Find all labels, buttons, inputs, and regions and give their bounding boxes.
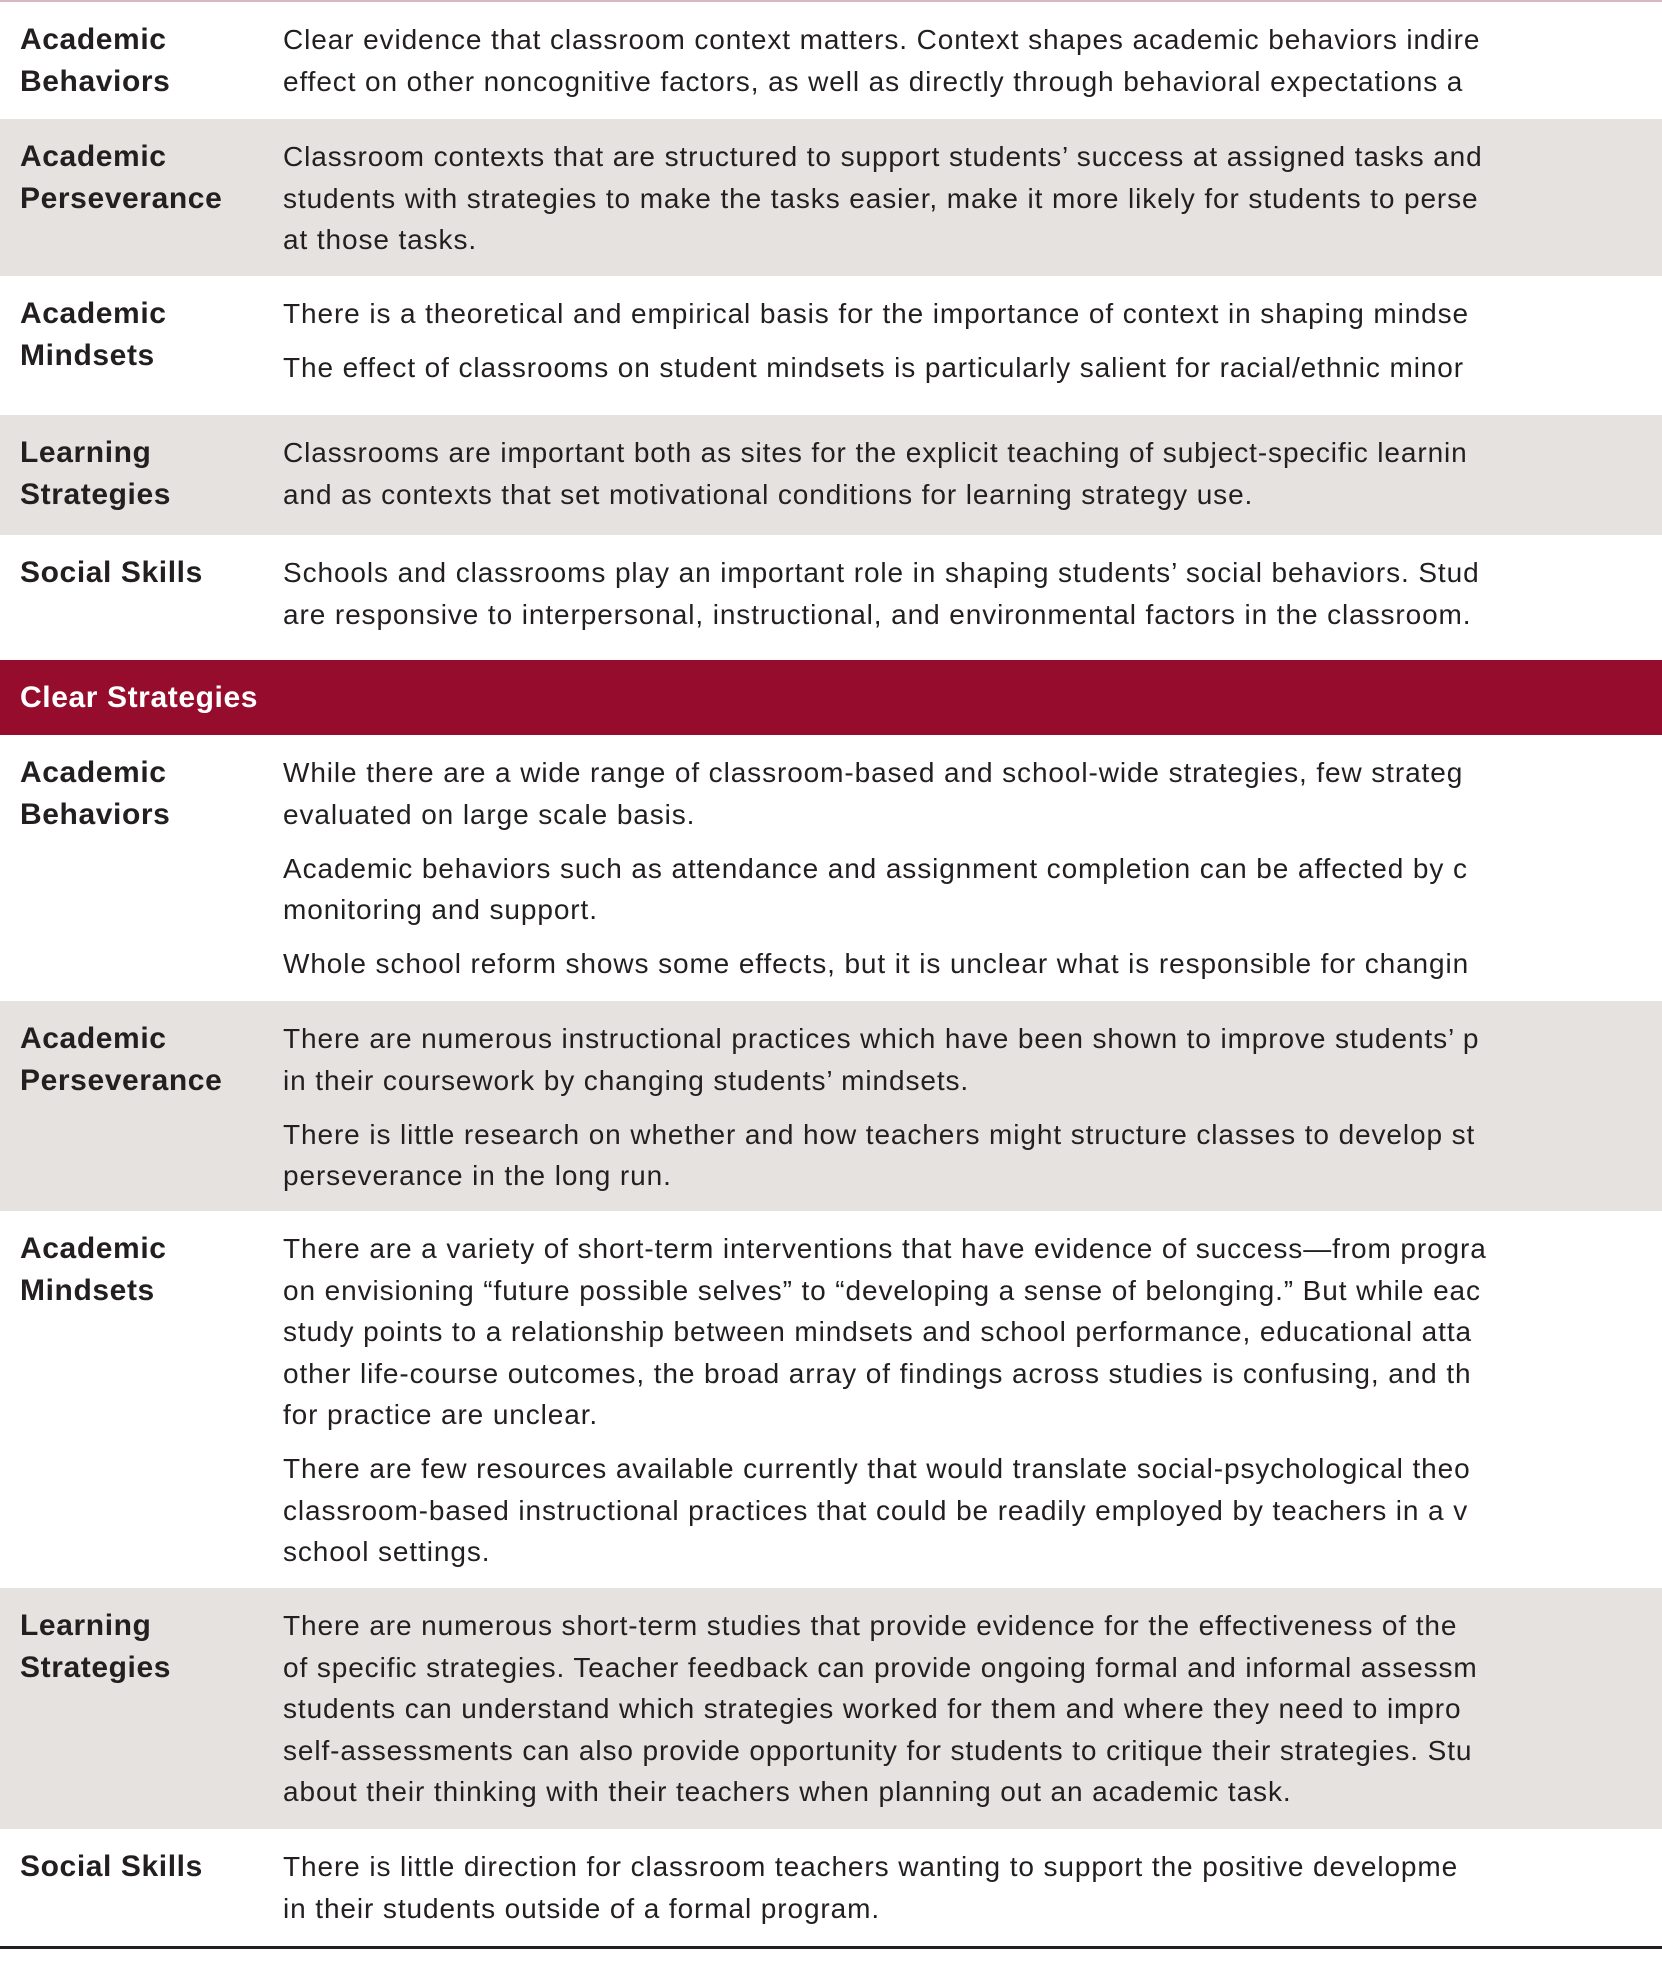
paragraph: [283, 1605, 1662, 1813]
text-line: classroom-based instructional practices that could be readily employed by teachers in a v: [283, 1494, 1469, 1526]
paragraph: [283, 1448, 1662, 1573]
row-label: [0, 1228, 283, 1588]
paragraph: [283, 848, 1662, 931]
row-label: [0, 19, 283, 119]
row-description: [283, 1018, 1662, 1211]
row-description: [283, 432, 1662, 535]
text-line: study points to a relationship between mindsets and school performance, educational atta: [283, 1316, 1472, 1347]
noncognitive-factors-table: [0, 2, 1662, 1946]
paragraph: [283, 1846, 1662, 1929]
text-line: There is a theoretical and empirical basis for the importance of context in shaping mindse: [283, 298, 1470, 329]
text-line: There are few resources available currently that would translate social-psychological theo: [283, 1453, 1471, 1484]
label-line: Mindsets: [20, 1273, 155, 1307]
text-line: in their students outside of a formal program.: [283, 1892, 881, 1924]
text-line: Whole school reform shows some effects, but it is unclear what is responsible for changin: [283, 948, 1470, 979]
text-line: Classrooms are important both as sites for the explicit teaching of subject-specific learnin: [283, 437, 1468, 468]
text-line: Classroom contexts that are structured to support students’ success at assigned tasks and: [283, 141, 1483, 172]
text-line: The effect of classrooms on student mindsets is particularly salient for racial/ethnic minor: [283, 352, 1464, 383]
row-label: [0, 432, 283, 535]
table-row-cs-academic-behaviors: [0, 735, 1662, 1001]
text-line: are responsive to interpersonal, instructional, and environmental factors in the classroom.: [283, 598, 1472, 630]
text-line: evaluated on large scale basis.: [283, 798, 696, 830]
text-line: school settings.: [283, 1536, 491, 1567]
text-line: effect on other noncognitive factors, as well as directly through behavioral expectations a: [283, 65, 1464, 97]
table-row-cs-academic-perseverance: [0, 1001, 1662, 1211]
text-line: Academic behaviors such as attendance and assignment completion can be affected by c: [283, 852, 1468, 884]
label-line: Perseverance: [20, 181, 223, 215]
label-line: Academic: [20, 1232, 167, 1265]
label-line: Academic: [20, 297, 167, 330]
text-line: for practice are unclear.: [283, 1399, 599, 1430]
label-line: Academic: [20, 140, 167, 173]
text-line: of specific strategies. Teacher feedback can provide ongoing formal and informal assessm: [283, 1651, 1478, 1683]
paragraph: [283, 1228, 1662, 1436]
label-line: Learning: [20, 436, 152, 469]
paragraph: [283, 347, 1662, 389]
paragraph: [283, 752, 1662, 835]
table-row-learning-strategies: [0, 415, 1662, 535]
table-row-cs-learning-strategies: [0, 1588, 1662, 1829]
table-row-cs-academic-mindsets: [0, 1211, 1662, 1588]
paragraph: [283, 943, 1662, 985]
label-line: Academic: [20, 1022, 167, 1055]
section-title: Clear Strategies: [20, 680, 259, 714]
text-line: about their thinking with their teachers when planning out an academic task.: [283, 1776, 1292, 1807]
paragraph: [283, 1114, 1662, 1197]
text-line: There is little direction for classroom teachers wanting to support the positive developme: [283, 1851, 1459, 1882]
row-description: [283, 136, 1662, 276]
bottom-rule: [0, 1946, 1662, 1949]
text-line: There is little research on whether and how teachers might structure classes to develop st: [283, 1118, 1476, 1150]
paragraph: [283, 293, 1662, 335]
table-row-academic-perseverance: [0, 119, 1662, 276]
text-line: There are a variety of short-term interventions that have evidence of success—from progra: [283, 1233, 1487, 1264]
table-row-social-skills: [0, 535, 1662, 660]
paragraph: [283, 432, 1662, 515]
row-label: [0, 293, 283, 415]
label-line: Behaviors: [20, 64, 171, 98]
row-label: [0, 752, 283, 1001]
row-description: [283, 19, 1662, 119]
label-line: Strategies: [20, 477, 172, 511]
text-line: and as contexts that set motivational conditions for learning strategy use.: [283, 478, 1254, 510]
row-description: [283, 552, 1662, 660]
row-label: [0, 1018, 283, 1211]
label-line: Learning: [20, 1609, 152, 1642]
label-line: Social Skills: [20, 556, 203, 589]
text-line: students with strategies to make the tasks easier, make it more likely for students to perse: [283, 182, 1479, 214]
text-line: While there are a wide range of classroom-based and school-wide strategies, few strateg: [283, 757, 1464, 788]
label-line: Academic: [20, 23, 167, 56]
row-description: [283, 752, 1662, 1001]
text-line: students can understand which strategies worked for them and where they need to impro: [283, 1693, 1462, 1724]
row-description: [283, 1605, 1662, 1829]
row-label: [0, 1605, 283, 1829]
row-description: [283, 1228, 1662, 1588]
table-row-cs-social-skills: [0, 1829, 1662, 1946]
label-line: Social Skills: [20, 1850, 203, 1883]
paragraph: [283, 19, 1662, 102]
paragraph: [283, 552, 1662, 635]
text-line: Clear evidence that classroom context matters. Context shapes academic behaviors indire: [283, 24, 1481, 55]
row-label: [0, 552, 283, 660]
text-line: Schools and classrooms play an important role in shaping students’ social behaviors. Stud: [283, 557, 1480, 588]
section-header-clear-strategies: [0, 660, 1662, 735]
row-label: [0, 1846, 283, 1946]
row-description: [283, 293, 1662, 415]
text-line: There are numerous short-term studies that provide evidence for the effectiveness of the: [283, 1610, 1458, 1641]
label-line: Strategies: [20, 1650, 172, 1684]
text-line: self-assessments can also provide opportunity for students to critique their strategies. Stu: [283, 1734, 1473, 1766]
label-line: Behaviors: [20, 797, 171, 831]
text-line: There are numerous instructional practices which have been shown to improve students’ p: [283, 1023, 1480, 1054]
row-description: [283, 1846, 1662, 1946]
text-line: monitoring and support.: [283, 894, 598, 925]
text-line: on envisioning “future possible selves” to “developing a sense of belonging.” But while eac: [283, 1274, 1481, 1306]
text-line: at those tasks.: [283, 224, 478, 255]
text-line: perseverance in the long run.: [283, 1160, 672, 1191]
label-line: Academic: [20, 756, 167, 789]
label-line: Mindsets: [20, 338, 155, 372]
label-line: Perseverance: [20, 1063, 223, 1097]
text-line: other life-course outcomes, the broad array of findings across studies is confusing, and th: [283, 1357, 1472, 1389]
row-label: [0, 136, 283, 276]
table-row-academic-behaviors: [0, 2, 1662, 119]
paragraph: [283, 1018, 1662, 1101]
text-line: in their coursework by changing students’ mindsets.: [283, 1064, 970, 1096]
table-row-academic-mindsets: [0, 276, 1662, 415]
paragraph: [283, 136, 1662, 261]
